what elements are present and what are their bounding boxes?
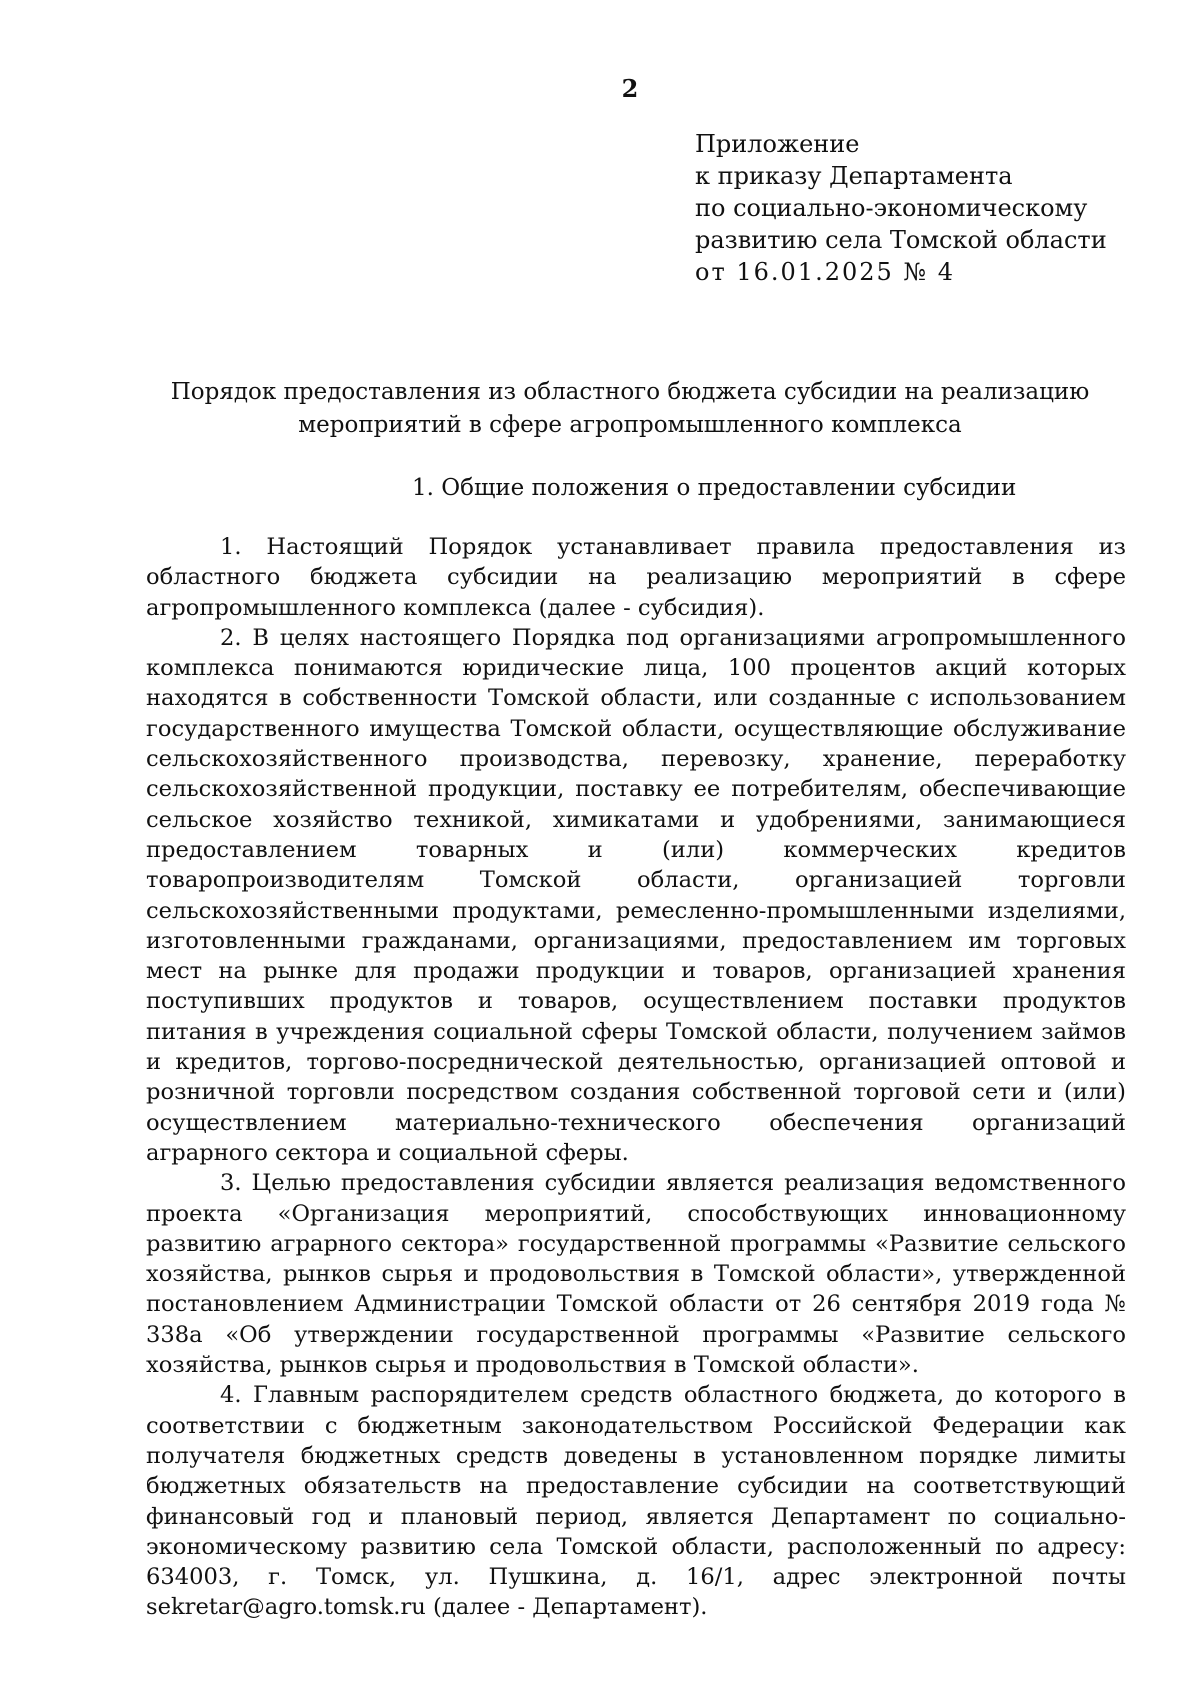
paragraph: 3. Целью предоставления субсидии является реализация ведомственного проекта «Организация мероприятий, способствующих инновационному развитию аграрного сектора» государственной программы «Развитие сельского хозяйства, рынков сырья и продовольствия в Томской области», утвержденной постановлением Администрации Томской области от 26 сентября 2019 года № 338а «Об утверждении государственной программы «Развитие сельского хозяйства, рынков сырья и продовольствия в Томской области».: [146, 1170, 1126, 1379]
appendix-line: Приложение: [695, 130, 860, 158]
paragraph: 1. Настоящий Порядок устанавливает правила предоставления из областного бюджета субсидии на реализацию мероприятий в сфере агропромышленного комплекса (далее - субсидия).: [146, 534, 1126, 621]
document-title: Порядок предоставления из областного бюджета субсидии на реализацию мероприятий в сфере агропромышленного комплекса: [170, 379, 1090, 438]
appendix-line: по социально-экономическому: [695, 194, 1088, 222]
document-body: [146, 532, 1126, 1623]
appendix-block: [695, 128, 1107, 288]
page-number: 2: [621, 74, 639, 103]
section-heading: 1. Общие положения о предоставлении субсидии: [412, 475, 1017, 501]
paragraph: 4. Главным распорядителем средств областного бюджета, до которого в соответствии с бюджетным законодательством Российской Федерации как получателя бюджетных средств доведены в установленном порядке лимиты бюджетных обязательств на предоставление субсидии на соответствующий финансовый год и плановый период, является Департамент по социально-экономическому развитию села Томской области, расположенный по адресу: 634003, г. Томск, ул. Пушкина, д. 16/1, адрес электронной почты sekretar@agro.tomsk.ru (далее - Департамент).: [146, 1382, 1126, 1621]
appendix-line: развитию села Томской области: [695, 226, 1107, 254]
appendix-date-number: от 16.01.2025 № 4: [695, 258, 956, 286]
appendix-line: к приказу Департамента: [695, 162, 1013, 190]
paragraph: 2. В целях настоящего Порядка под организациями агропромышленного комплекса понимаются юридические лица, 100 процентов акций которых находятся в собственности Томской области, или созданные с использованием государственного имущества Томской области, осуществляющие обслуживание сельскохозяйственного производства, перевозку, хранение, переработку сельскохозяйственной продукции, поставку ее потребителям, обеспечивающие сельское хозяйство техникой, химикатами и удобрениями, занимающиеся предоставлением товарных и (или) коммерческих кредитов товаропроизводителям Томской области, организацией торговли сельскохозяйственными продуктами, ремесленно-промышленными изделиями, изготовленными гражданами, организациями, предоставлением им торговых мест на рынке для продажи продукции и товаров, организацией хранения поступивших продуктов и товаров, осуществлением поставки продуктов питания в учреждения социальной сферы Томской области, получением займов и кредитов, торгово-посреднической деятельностью, организацией оптовой и розничной торговли посредством создания собственной торговой сети и (или) осуществлением материально-технического обеспечения организаций аграрного сектора и социальной сферы.: [146, 624, 1126, 1166]
